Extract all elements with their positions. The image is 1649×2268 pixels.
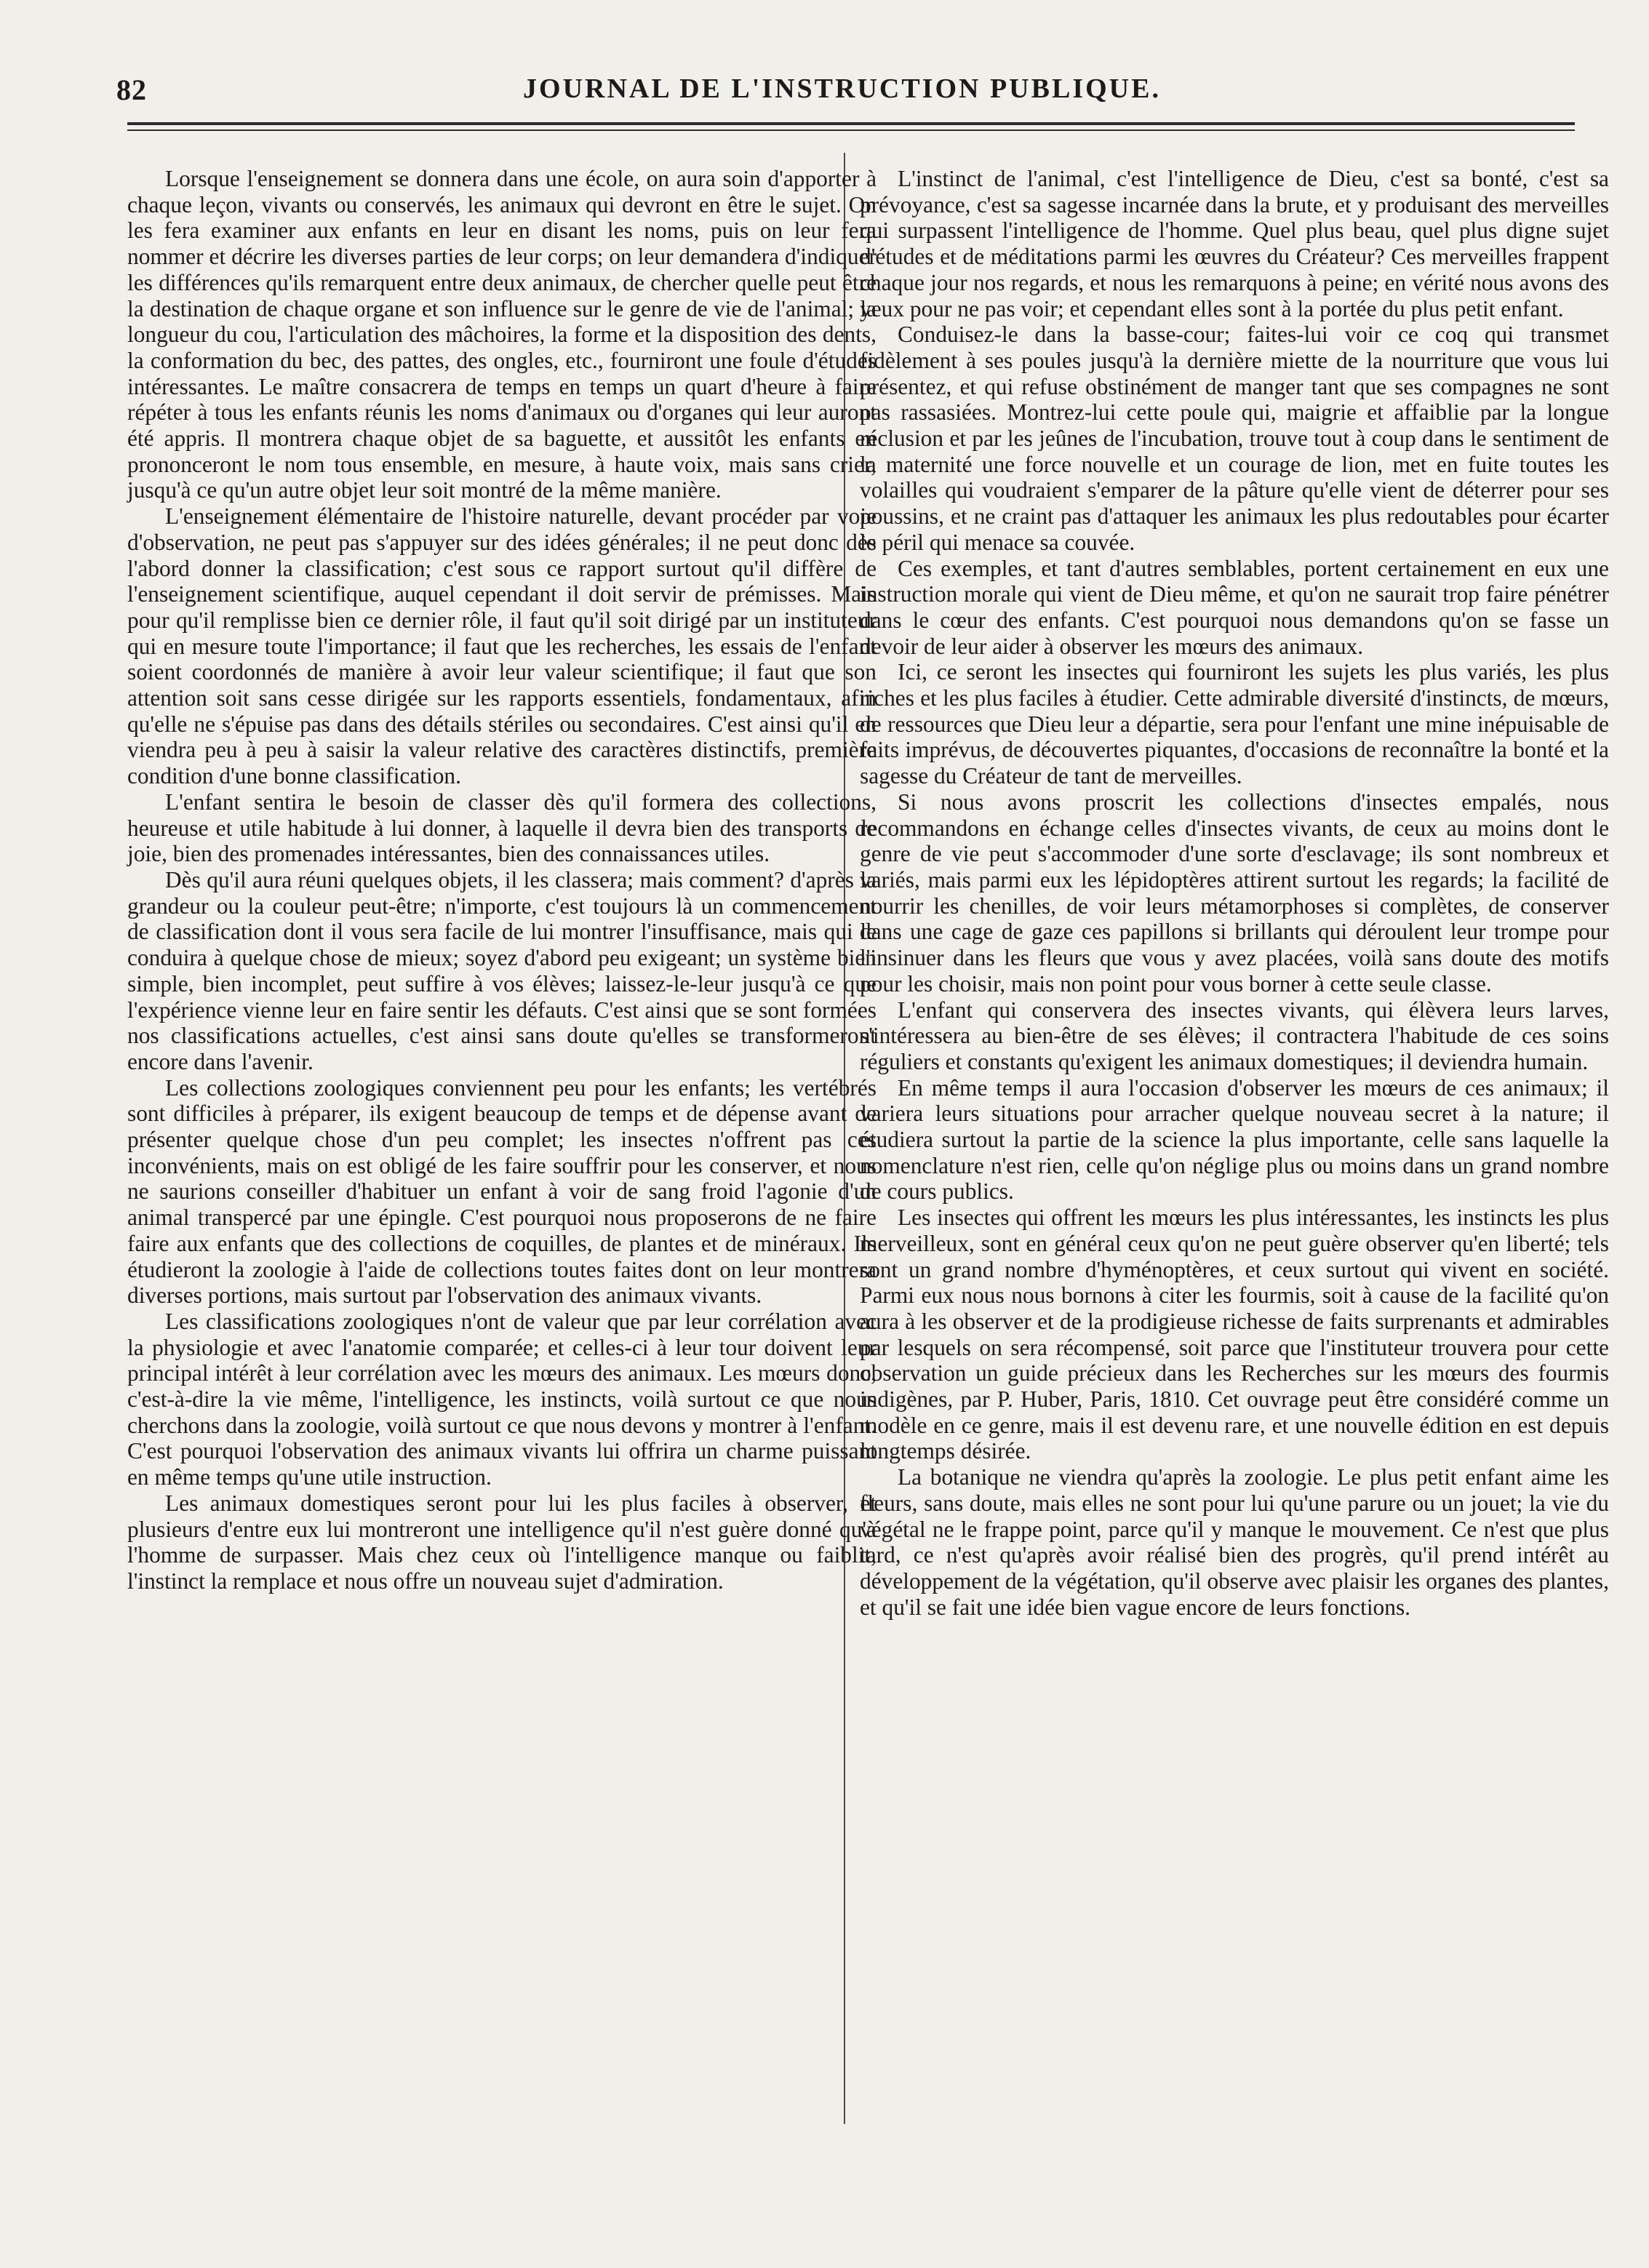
right-column — [860, 166, 1609, 1620]
paragraph: Ici, ce seront les insectes qui fourniront les sujets les plus variés, les plus riches et les plus faciles à étudier. Cette admirable diversité d'instincts, de mœurs, de ressources que Dieu leur a départie, sera pour l'enfant une mine inépuisable de faits imprévus, de découvertes piquantes, d'occasions de reconnaître la bonté et la sagesse du Créateur de tant de merveilles. — [860, 659, 1609, 789]
paragraph: Dès qu'il aura réuni quelques objets, il les classera; mais comment? d'après la grandeur ou la couleur peut-être; n'importe, c'est toujours là un commencement de classification dont il vous sera facile de lui montrer l'insuffisance, mais qui le conduira à quelque chose de mieux; soyez d'abord peu exigeant; un système bien simple, bien incomplet, peut suffire à vos élèves; laissez-le-leur jusqu'à ce que l'expérience vienne leur en faire sentir les défauts. C'est ainsi que se sont formées nos classifications actuelles, c'est ainsi sans doute qu'elles se transformeront encore dans l'avenir. — [127, 866, 877, 1074]
paragraph: L'instinct de l'animal, c'est l'intelligence de Dieu, c'est sa bonté, c'est sa prévoyance, c'est sa sagesse incarnée dans la brute, et y produisant des merveilles qui surpassent l'intelligence de l'homme. Quel plus beau, quel plus digne sujet d'études et de méditations parmi les œuvres du Créateur? Ces merveilles frappent chaque jour nos regards, et nous les remarquons à peine; en vérité nous avons des yeux pour ne pas voir; et cependant elles sont à la portée du plus petit enfant. — [860, 166, 1609, 322]
header-rule — [127, 122, 1575, 125]
paragraph: Conduisez-le dans la basse-cour; faites-lui voir ce coq qui transmet fidèlement à ses poules jusqu'à la dernière miette de la nourriture que vous lui présentez, et qui refuse obstinément de manger tant que ses compagnes ne sont pas rassasiées. Montrez-lui cette poule qui, maigrie et affaiblie par la longue réclusion et par les jeûnes de l'incubation, trouve tout à coup dans le sentiment de la maternité une force nouvelle et un courage de lion, met en fuite toutes les volailles qui voudraient s'emparer de la pâture qu'elle vient de déterrer pour ses poussins, et ne craint pas d'attaquer les animaux les plus redoutables pour écarter le péril qui menace sa couvée. — [860, 322, 1609, 555]
page-number: 82 — [116, 73, 147, 106]
paragraph: En même temps il aura l'occasion d'observer les mœurs de ces animaux; il variera leurs situations pour arracher quelque nouveau secret à la nature; il étudiera surtout la partie de la science la plus importante, celle sans laquelle la nomenclature n'est rien, celle qu'on néglige plus ou moins dans un grand nombre de cours publics. — [860, 1074, 1609, 1205]
paragraph: L'enfant qui conservera des insectes vivants, qui élèvera leurs larves, s'intéressera au bien-être de ses élèves; il contractera l'habitude de ces soins réguliers et constants qu'exigent les animaux domestiques; il deviendra humain. — [860, 997, 1609, 1074]
paragraph: L'enfant sentira le besoin de classer dès qu'il formera des collections, heureuse et utile habitude à lui donner, à laquelle il devra bien des transports de joie, bien des promenades intéressantes, bien des connaissances utiles. — [127, 788, 877, 867]
header-rule-thin — [127, 129, 1575, 131]
paragraph: Ces exemples, et tant d'autres semblables, portent certainement en eux une instruction morale qui vient de Dieu même, et qu'on ne saurait trop faire pénétrer dans le cœur des enfants. C'est pourquoi nous demandons qu'on se fasse un devoir de leur aider à observer les mœurs des animaux. — [860, 555, 1609, 659]
paragraph: Les animaux domestiques seront pour lui les plus faciles à observer, et plusieurs d'entre eux lui montreront une intelligence qu'il n'est guère donné qu'à l'homme de surpasser. Mais chez ceux où l'intelligence manque ou faiblit, l'instinct la remplace et nous offre un nouveau sujet d'admiration. — [127, 1490, 877, 1594]
paragraph: Les insectes qui offrent les mœurs les plus intéressantes, les instincts les plus merveilleux, sont en général ceux qu'on ne peut guère observer qu'en liberté; tels sont un grand nombre d'hyménoptères, et ceux surtout qui vivent en société. Parmi eux nous nous bornons à citer les fourmis, soit à cause de la facilité qu'on aura à les observer et de la prodigieuse richesse de faits surprenants et admirables par lesquels on sera récompensé, soit parce que l'instituteur trouvera pour cette observation un guide précieux dans les Recherches sur les mœurs des fourmis indigènes, par P. Huber, Paris, 1810. Cet ouvrage peut être considéré comme un modèle en ce genre, mais il est devenu rare, et une nouvelle édition en est depuis longtemps désirée. — [860, 1205, 1609, 1464]
paragraph: Lorsque l'enseignement se donnera dans une école, on aura soin d'apporter à chaque leçon, vivants ou conservés, les animaux qui devront en être le sujet. On les fera examiner aux enfants en leur en disant les noms, puis on leur fera nommer et décrire les diverses parties de leur corps; on leur demandera d'indiquer les différences qu'ils remarquent entre deux animaux, de chercher quelle peut être la destination de chaque organe et son influence sur le genre de vie de l'animal; la longueur du cou, l'articulation des mâchoires, la forme et la disposition des dents, la conformation du bec, des pattes, des ongles, etc., fourniront une foule d'études intéressantes. Le maître consacrera de temps en temps un quart d'heure à faire répéter à tous les enfants réunis les noms d'animaux ou d'organes qui leur auront été appris. Il montrera chaque objet de sa baguette, et aussitôt les enfants en prononceront le nom tous ensemble, en mesure, à haute voix, mais sans crier, jusqu'à ce qu'un autre objet leur soit montré de la même manière. — [127, 166, 877, 503]
paragraph: La botanique ne viendra qu'après la zoologie. Le plus petit enfant aime les fleurs, sans doute, mais elles ne sont pour lui qu'une parure ou un jouet; la vie du végétal ne le frappe point, parce qu'il y manque le mouvement. Ce n'est que plus tard, ce n'est qu'après avoir réalisé bien des progrès, qu'il prend intérêt au développement de la végétation, qu'il observe avec plaisir les organes des plantes, et qu'il se fait une idée bien vague encore de leurs fonctions. — [860, 1464, 1609, 1620]
paragraph: Les classifications zoologiques n'ont de valeur que par leur corrélation avec la physiologie et avec l'anatomie comparée; et celles-ci à leur tour doivent leur principal intérêt à leur corrélation avec les mœurs des animaux. Les mœurs donc, c'est-à-dire la vie même, l'intelligence, les instincts, voilà surtout ce que nous cherchons dans la zoologie, voilà surtout ce que nous devons y montrer à l'enfant. C'est pourquoi l'observation des animaux vivants lui offrira un charme puissant en même temps qu'une utile instruction. — [127, 1308, 877, 1490]
left-column — [127, 166, 877, 1594]
paragraph: Les collections zoologiques conviennent peu pour les enfants; les vertébrés sont difficiles à préparer, ils exigent beaucoup de temps et de dépense avant de présenter quelque chose d'un peu complet; les insectes n'offrent pas ces inconvénients, mais on est obligé de les faire souffrir pour les conserver, et nous ne saurions conseiller d'habituer un enfant à voir de sang froid l'agonie d'un animal transpercé par une épingle. C'est pourquoi nous proposerons de ne faire faire aux enfants que des collections de coquilles, de plantes et de minéraux. Ils étudieront la zoologie à l'aide de collections toutes faites dont on leur montrera diverses portions, mais surtout par l'observation des animaux vivants. — [127, 1074, 877, 1309]
paragraph: Si nous avons proscrit les collections d'insectes empalés, nous recommandons en échange celles d'insectes vivants, de ceux au moins dont le genre de vie peut s'accommoder d'une sorte d'esclavage; ils sont nombreux et variés, mais parmi eux les lépidoptères attirent surtout les regards; la facilité de nourrir les chenilles, de voir leurs métamorphoses si complètes, de conserver dans une cage de gaze ces papillons si brillants qui déroulent leur trompe pour l'insinuer dans les fleurs que vous y avez placées, voilà sans doute des motifs pour les choisir, mais non point pour vous borner à cette seule classe. — [860, 788, 1609, 997]
paragraph: L'enseignement élémentaire de l'histoire naturelle, devant procéder par voie d'observation, ne peut pas s'appuyer sur des idées générales; il ne peut donc dès l'abord donner la classification; c'est sous ce rapport surtout qu'il diffère de l'enseignement scientifique, auquel cependant il doit servir de prémisses. Mais pour qu'il remplisse bien ce dernier rôle, il faut qu'il soit dirigé par un instituteur qui en mesure toute l'importance; il faut que les recherches, les essais de l'enfant soient coordonnés de manière à avoir leur valeur scientifique; il faut que son attention soit sans cesse dirigée sur les rapports essentiels, fondamentaux, afin qu'elle ne s'épuise pas dans des détails stériles ou secondaires. C'est ainsi qu'il en viendra peu à peu à saisir la valeur relative des caractères distinctifs, première condition d'une bonne classification. — [127, 503, 877, 789]
journal-title: JOURNAL DE L'INSTRUCTION PUBLIQUE. — [523, 73, 1161, 104]
page-header — [116, 73, 1568, 116]
